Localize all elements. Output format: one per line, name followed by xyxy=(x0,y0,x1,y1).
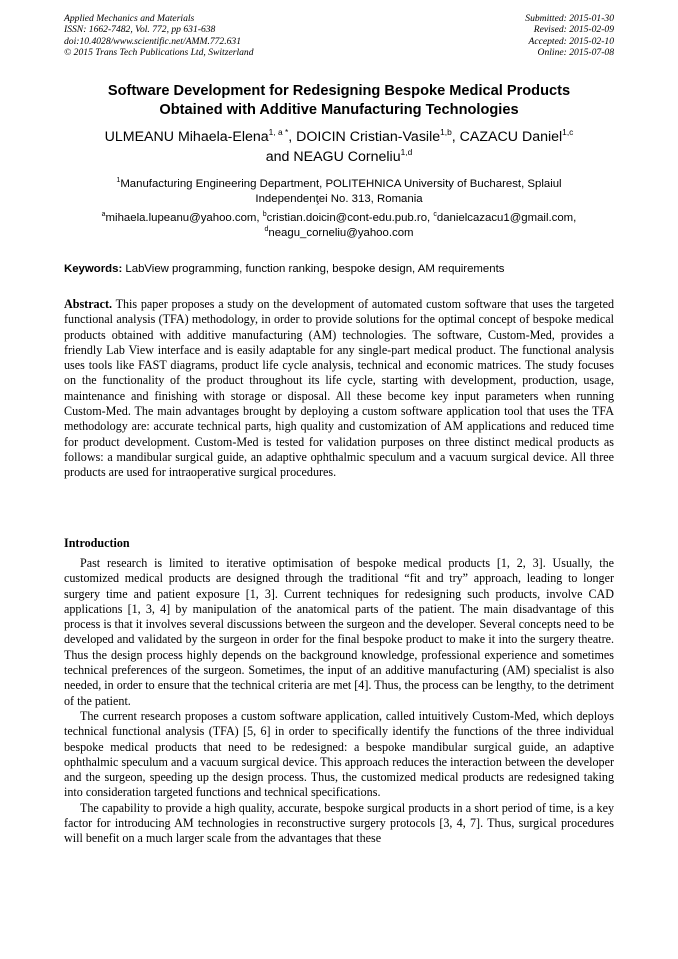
email-b-sup: b xyxy=(262,211,267,218)
intro-paragraph: The current research proposes a custom software application, called intuitively Custom-Med, which deploys technical functional analysis (TFA) [5, 6] in order to specifically identify the functions of the three individual bespoke medical products that need to be redesigned: a bespoke mandibular surgical guide, an adaptive ophthalmic speculum and a vacuum surgical device. This approach reduces the interaction between the developer and the surgeon, speeding up the design process. Thus, the customized medical products are redesigned taking into consideration targeted functions and technical specifications. xyxy=(64,708,614,800)
author-and: and xyxy=(265,149,294,165)
abstract-label: Abstract. xyxy=(64,297,113,311)
author-1: ULMEANU Mihaela-Elena xyxy=(104,129,269,145)
paper-title xyxy=(64,82,614,120)
author-4-sup: 1,d xyxy=(400,147,413,157)
email-c-sup: c xyxy=(433,211,437,218)
email-d[interactable]: neagu_corneliu@yahoo.com xyxy=(268,227,414,239)
email-a[interactable]: mihaela.lupeanu@yahoo.com, xyxy=(105,212,263,224)
doi-line: doi:10.4028/www.scientific.net/AMM.772.631 xyxy=(64,35,242,47)
intro-paragraph: Past research is limited to iterative optimisation of bespoke medical products [1, 2, 3]. Usually, the customized medical products are designed through the traditional “fit and try” approach, leading to longer surgery time and patient exposure [1, 3]. Current techniques for redesigning such products, involve CAD applications [1, 3, 4] by manipulation of the anatomical parts of the patient. The main disadvantage of this process is that it involves several discussions between the surgeon and the developer. Several concepts need to be developed and validated by the surgeon in order for the final bespoke product to make it into the surgery theatre. Thus the design process highly depends on the background knowledge, professional experience and sometimes technical preferences of the surgeon. Sometimes, the input of an additive manufacturing (AM) specialist is also needed, in order to ensure that the technical criteria are met [4]. Thus, the process can be lengthy, to the detriment of the patient. xyxy=(64,556,614,708)
submission-dates xyxy=(525,13,614,58)
issn-line: ISSN: 1662-7482, Vol. 772, pp 631-638 xyxy=(64,24,216,36)
author-list xyxy=(64,127,614,167)
title-line-2: Obtained with Additive Manufacturing Technologies xyxy=(159,102,519,118)
email-c[interactable]: danielcazacu1@gmail.com, xyxy=(436,212,577,224)
affiliation-sup: 1 xyxy=(116,177,121,184)
email-a-sup: a xyxy=(101,211,106,218)
author-separator: , xyxy=(451,129,460,145)
submitted-date: Submitted: 2015-01-30 xyxy=(525,13,614,24)
affiliation-line-2: Independenţei No. 313, Romania xyxy=(255,193,423,205)
author-separator: , xyxy=(288,129,297,145)
affiliation-line-1: Manufacturing Engineering Department, POLITEHNICA University of Bucharest, Splaiul xyxy=(120,178,562,190)
accepted-date: Accepted: 2015-02-10 xyxy=(528,35,614,47)
revised-date: Revised: 2015-02-09 xyxy=(533,24,614,36)
author-2: DOICIN Cristian-Vasile xyxy=(296,129,441,145)
email-d-sup: d xyxy=(264,226,269,233)
keywords xyxy=(64,262,614,277)
keywords-text: LabView programming, function ranking, bespoke design, AM requirements xyxy=(122,263,505,275)
abstract xyxy=(64,297,614,481)
introduction-body xyxy=(64,556,614,847)
keywords-label: Keywords: xyxy=(64,263,123,275)
affiliation xyxy=(64,177,614,207)
author-emails xyxy=(64,211,614,241)
author-1-sup: 1, a * xyxy=(268,127,289,137)
author-3: CAZACU Daniel xyxy=(459,129,563,145)
online-date: Online: 2015-07-08 xyxy=(537,46,614,58)
journal-name: Applied Mechanics and Materials xyxy=(64,13,195,24)
author-3-sup: 1,c xyxy=(562,127,574,137)
email-b[interactable]: cristian.doicin@cont-edu.pub.ro, xyxy=(266,212,434,224)
copyright-line: © 2015 Trans Tech Publications Ltd, Switzerland xyxy=(64,46,254,58)
section-heading-introduction: Introduction xyxy=(64,536,130,550)
title-line-1: Software Development for Redesigning Bespoke Medical Products xyxy=(107,83,571,99)
intro-paragraph: The capability to provide a high quality, accurate, bespoke surgical products in a short period of time, is a key factor for introducing AM technologies in reconstructive surgery protocols [3, 4, 7]. Thus, surgical procedures will benefit on a much larger scale from the advantages that these xyxy=(64,800,614,846)
journal-info xyxy=(64,13,254,58)
author-2-sup: 1,b xyxy=(440,127,452,137)
author-4: NEAGU Corneliu xyxy=(293,149,401,165)
abstract-text: This paper proposes a study on the development of automated custom software that uses the targeted functional analysis (TFA) methodology, in order to provide solutions for the optimal concept of bespoke medical products obtained with additive manufacturing (AM) technologies. The software, Custom-Med, provides a friendly Lab View interface and is easily adaptable for any single-part medical product. The functional analysis uses tools like FAST diagrams, product life cycle analysis, technical and economic matrices. The study focuses on the functionality of the product throughout its life cycle, starting with development, production, usage, maintenance and finishing with storage or disposal. All these become key input parameters when running Custom-Med. The main advantages brought by deploying a custom software application tool that uses the TFA methodology are: accurate technical parts, high quality and customization of AM applications and reduced time for product development. Custom-Med is tested for validation purposes on three distinct medical products as follows: a mandibular surgical guide, an adaptive ophthalmic speculum and a vacuum surgical device. All three products are used for intraoperative surgical procedures. xyxy=(64,297,614,480)
